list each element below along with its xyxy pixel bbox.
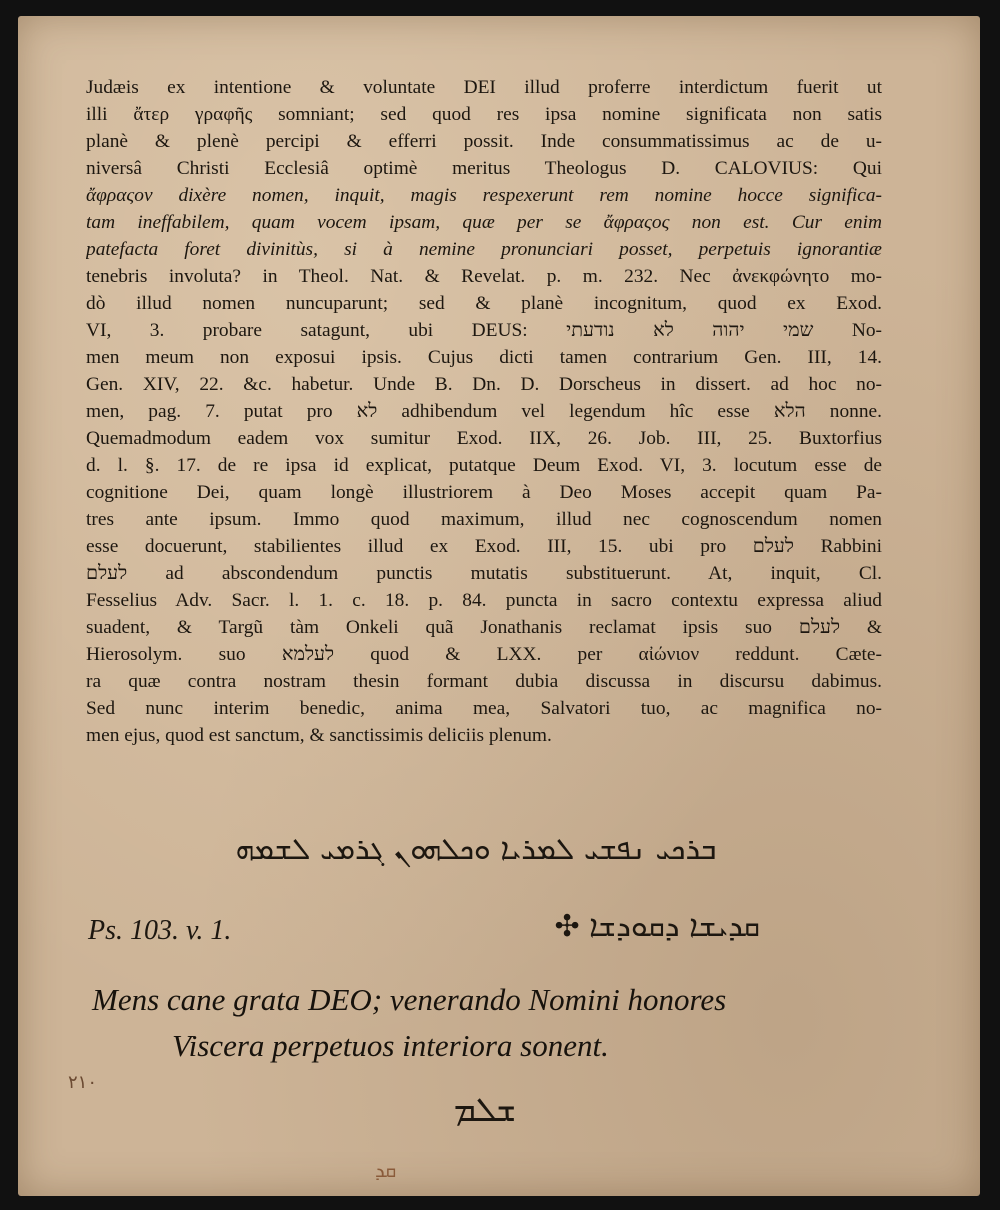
syriac-verse-line: ܒܪܟܝ ܢܦܫܝ ܠܡܪܝܐ ܘܟܠܗܘܢ ܓܪܡܝ ܠܫܡܗ [235,832,717,867]
text-line: men, pag. 7. putat pro לא adhibendum vel legendum hîc esse הלא nonne. [86,401,882,422]
text-line: VI, 3. probare satagunt, ubi DEUS: שמי יהוה לא נודעתי No- [86,320,882,341]
latin-verse-line-1: Mens cane grata DEO; venerando Nomini honores [92,982,727,1017]
text-line: planè & plenè percipi & efferri possit. Inde consummatissimus ac de u- [86,131,882,152]
latin-verse-line-2: Viscera perpetuos interiora sonent. [172,1028,609,1063]
text-line: Hierosolym. suo לעלמא quod & LXX. per αἰώνιον reddunt. Cæte- [86,644,882,665]
text-line: tenebris involuta? in Theol. Nat. & Revelat. p. m. 232. Nec ἀνεκφώνητο mo- [86,266,882,287]
margin-annotation: ٢١٠ [68,1072,98,1093]
main-text-block [86,74,882,749]
text-line: cognitione Dei, quam longè illustriorem à Deo Moses accepit quam Pa- [86,482,882,503]
text-line: לעלם ad abscondendum punctis mutatis substituerunt. At, inquit, Cl. [86,563,882,584]
text-line: Judæis ex intentione & voluntate DEI illud proferre interdictum fuerit ut [86,77,882,98]
text-line: Sed nunc interim benedic, anima mea, Salvatori tuo, ac magnifica no- [86,698,882,719]
text-line: ra quæ contra nostram thesin formant dubia discussa in discursu dabimus. [86,671,882,692]
text-line: Quemadmodum eadem vox sumitur Exod. IIX, 26. Job. III, 25. Buxtorfius [86,428,882,449]
text-line: niversâ Christi Ecclesiâ optimè meritus Theologus D. CALOVIUS: Qui [86,158,882,179]
syriac-verse-line-2: ܩܕܝܫܐ ܕܩܘܕܫܐ ✣ [554,909,760,944]
text-line: suadent, & Targũ tàm Onkeli quã Jonathanis reclamat ipsis suo לעלם & [86,617,882,638]
text-line: ἄφραςον dixère nomen, inquit, magis respexerunt rem nomine hocce significa- [86,185,882,206]
text-line: men meum non exposui ipsis. Cujus dicti tamen contrarium Gen. III, 14. [86,347,882,368]
psalm-reference: Ps. 103. v. 1. [88,915,232,946]
ink-mark: ܩܕ [375,1158,397,1182]
text-line: tres ante ipsum. Immo quod maximum, illud nec cognoscendum nomen [86,509,882,530]
text-line: illi ἄτερ γραφῆς somniant; sed quod res ipsa nomine significata non satis [86,104,882,125]
text-line: dò illud nomen nuncuparunt; sed & planè incognitum, quod ex Exod. [86,293,882,314]
closing-word: ܫܠܡ [453,1090,517,1130]
text-line: esse docuerunt, stabilientes illud ex Exod. III, 15. ubi pro לעלם Rabbini [86,536,882,557]
text-line: Fesselius Adv. Sacr. l. 1. c. 18. p. 84. puncta in sacro contextu expressa aliud [86,590,882,611]
text-line: Gen. XIV, 22. &c. habetur. Unde B. Dn. D. Dorscheus in dissert. ad hoc no- [86,374,882,395]
text-line: patefacta foret divinitùs, si à nemine pronunciari posset, perpetuis ignorantiæ [86,239,882,260]
text-line: men ejus, quod est sanctum, & sanctissimis deliciis plenum. [86,725,552,746]
text-line: d. l. §. 17. de re ipsa id explicat, putatque Deum Exod. VI, 3. locutum esse de [86,455,882,476]
text-line: tam ineffabilem, quam vocem ipsam, quæ per se ἄφραςος non est. Cur enim [86,212,882,233]
